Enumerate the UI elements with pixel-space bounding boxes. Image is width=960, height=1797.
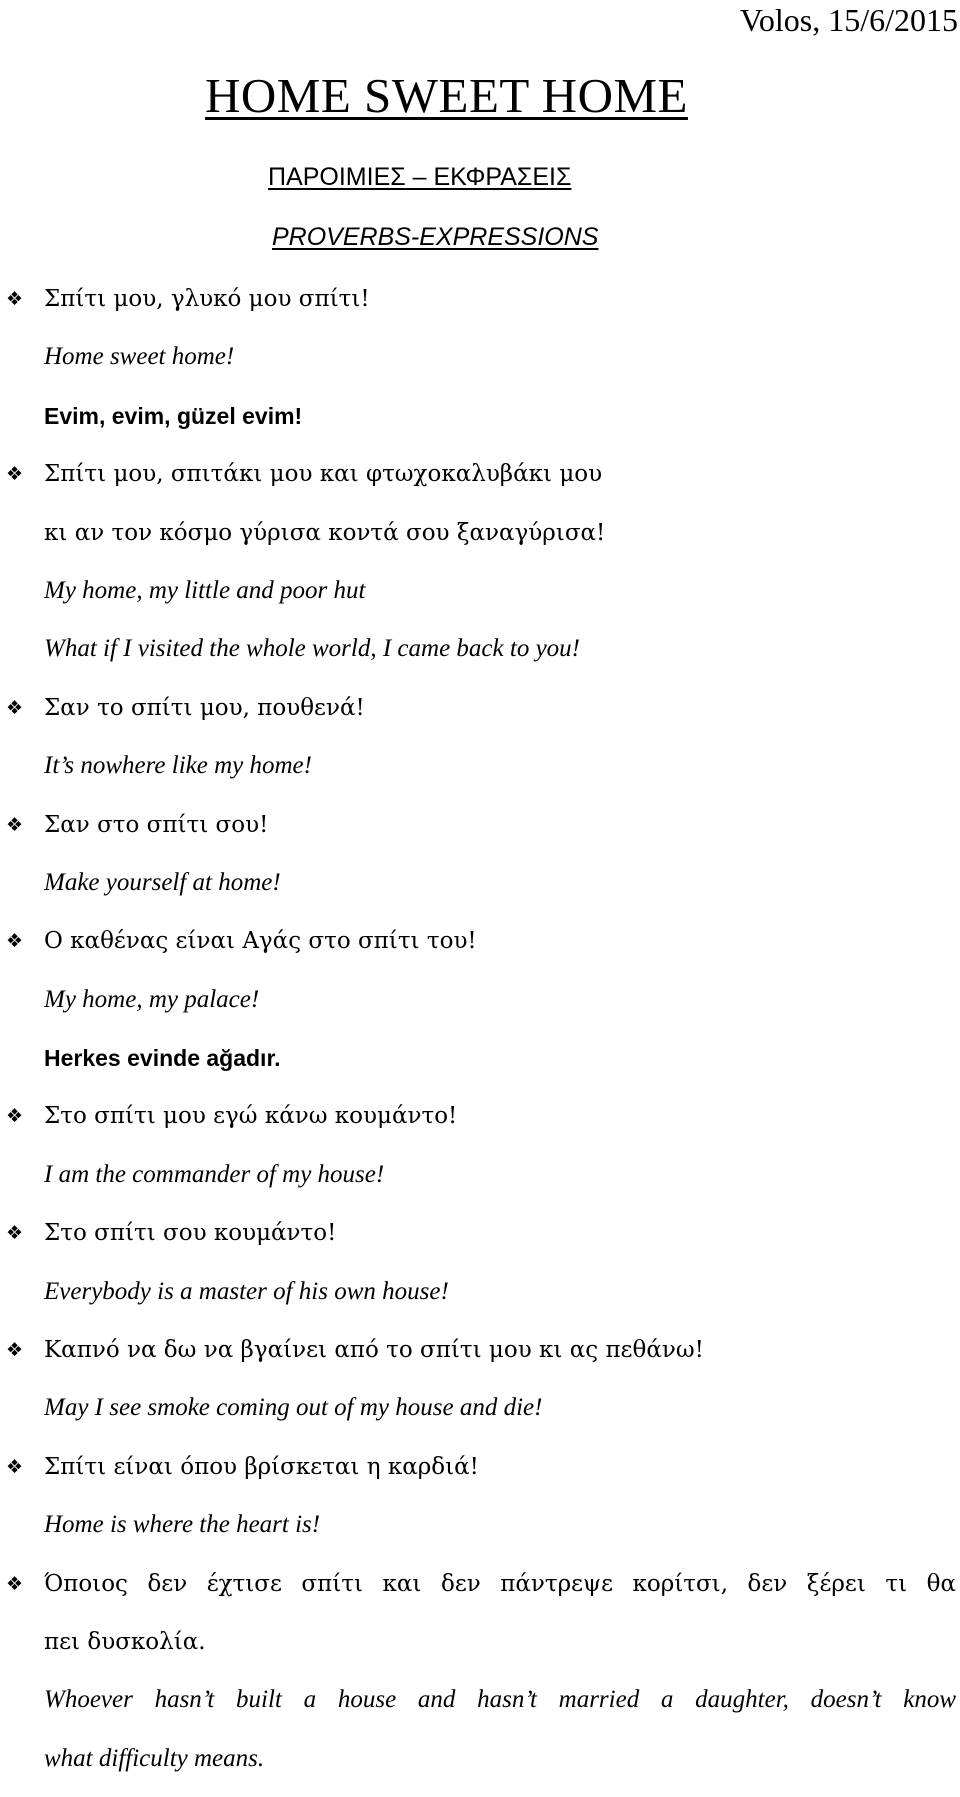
diamond-bullet-icon: ❖ <box>6 463 24 486</box>
list-item <box>0 1272 960 1330</box>
list-item <box>0 1680 960 1738</box>
diamond-bullet-icon: ❖ <box>6 1455 24 1478</box>
english-translation: I am the commander of my house! <box>44 1160 385 1188</box>
greek-proverb: Σπίτι μου, γλυκό μου σπίτι! <box>44 286 370 312</box>
greek-proverb: Στο σπίτι σου κουμάντο! <box>44 1220 337 1247</box>
list-item <box>0 1505 960 1563</box>
greek-proverb: Στο σπίτι μου εγώ κάνω κουμάντο! <box>44 1103 458 1130</box>
greek-proverb: Σπίτι είναι όπου βρίσκεται η καρδιά! <box>44 1453 479 1480</box>
greek-proverb: Ο καθένας είναι Αγάς στο σπίτι του! <box>44 928 477 955</box>
diamond-bullet-icon: ❖ <box>6 813 24 836</box>
list-item <box>0 454 960 512</box>
english-translation: Everybody is a master of his own house! <box>44 1277 449 1305</box>
list-item <box>0 337 960 395</box>
english-translation: what difficulty means. <box>44 1744 265 1772</box>
list-item <box>0 1564 960 1622</box>
english-translation: It’s nowhere like my home! <box>44 752 312 780</box>
list-item <box>0 279 960 337</box>
english-translation: What if I visited the whole world, I came back to you! <box>44 635 580 663</box>
list-item <box>0 1330 960 1388</box>
english-translation: Whoever hasn’t built a house and hasn’t married a daughter, doesn’t know <box>44 1686 956 1714</box>
document-title: HOME SWEET HOME <box>205 68 688 123</box>
list-item <box>0 1155 960 1213</box>
list-item <box>0 629 960 687</box>
diamond-bullet-icon: ❖ <box>6 930 24 953</box>
turkish-translation: Evim, evim, güzel evim! <box>44 402 303 429</box>
greek-proverb: Όποιος δεν έχτισε σπίτι και δεν πάντρεψε κορίτσι, δεν ξέρει τι θα <box>44 1570 956 1597</box>
greek-proverb: Σπίτι μου, σπιτάκι μου και φτωχοκαλυβάκι μου <box>44 461 603 488</box>
list-item <box>0 1213 960 1271</box>
english-translation: Home sweet home! <box>44 343 235 371</box>
english-translation: My home, my palace! <box>44 985 260 1013</box>
english-translation: May I see smoke coming out of my house and die! <box>44 1394 543 1422</box>
list-item <box>0 746 960 804</box>
list-item <box>0 805 960 863</box>
list-item <box>0 1388 960 1446</box>
list-item <box>0 863 960 921</box>
english-translation: Home is where the heart is! <box>44 1511 321 1539</box>
list-item <box>0 513 960 571</box>
turkish-translation: Herkes evinde ağadır. <box>44 1045 281 1072</box>
greek-proverb: Σαν στο σπίτι σου! <box>44 811 269 838</box>
proverb-list <box>0 279 960 1797</box>
list-item <box>0 1038 960 1096</box>
greek-proverb: πει δυσκολία. <box>44 1628 206 1655</box>
diamond-bullet-icon: ❖ <box>6 288 24 310</box>
greek-proverb: κι αν τον κόσμο γύρισα κοντά σου ξαναγύρισα! <box>44 519 606 546</box>
list-item <box>0 688 960 746</box>
greek-proverb: Καπνό να δω να βγαίνει από το σπίτι μου κι ας πεθάνω! <box>44 1337 704 1364</box>
diamond-bullet-icon: ❖ <box>6 696 24 719</box>
subtitle-greek: ΠΑΡΟΙΜΙΕΣ – ΕΚΦΡΑΣΕΙΣ <box>268 163 572 191</box>
diamond-bullet-icon: ❖ <box>6 1105 24 1128</box>
subtitle-english: PROVERBS-EXPRESSIONS <box>272 223 599 251</box>
greek-proverb: Σαν το σπίτι μου, πουθενά! <box>44 694 365 721</box>
list-item <box>0 980 960 1038</box>
list-item <box>0 1447 960 1505</box>
list-item <box>0 1096 960 1154</box>
list-item <box>0 571 960 629</box>
document-date: Volos, 15/6/2015 <box>739 2 958 38</box>
list-item <box>0 396 960 454</box>
diamond-bullet-icon: ❖ <box>6 1222 24 1245</box>
diamond-bullet-icon: ❖ <box>6 1339 24 1362</box>
list-item <box>0 921 960 979</box>
diamond-bullet-icon: ❖ <box>6 1572 24 1595</box>
list-item <box>0 1739 960 1797</box>
list-item <box>0 1622 960 1680</box>
english-translation: My home, my little and poor hut <box>44 576 366 604</box>
english-translation: Make yourself at home! <box>44 868 281 896</box>
